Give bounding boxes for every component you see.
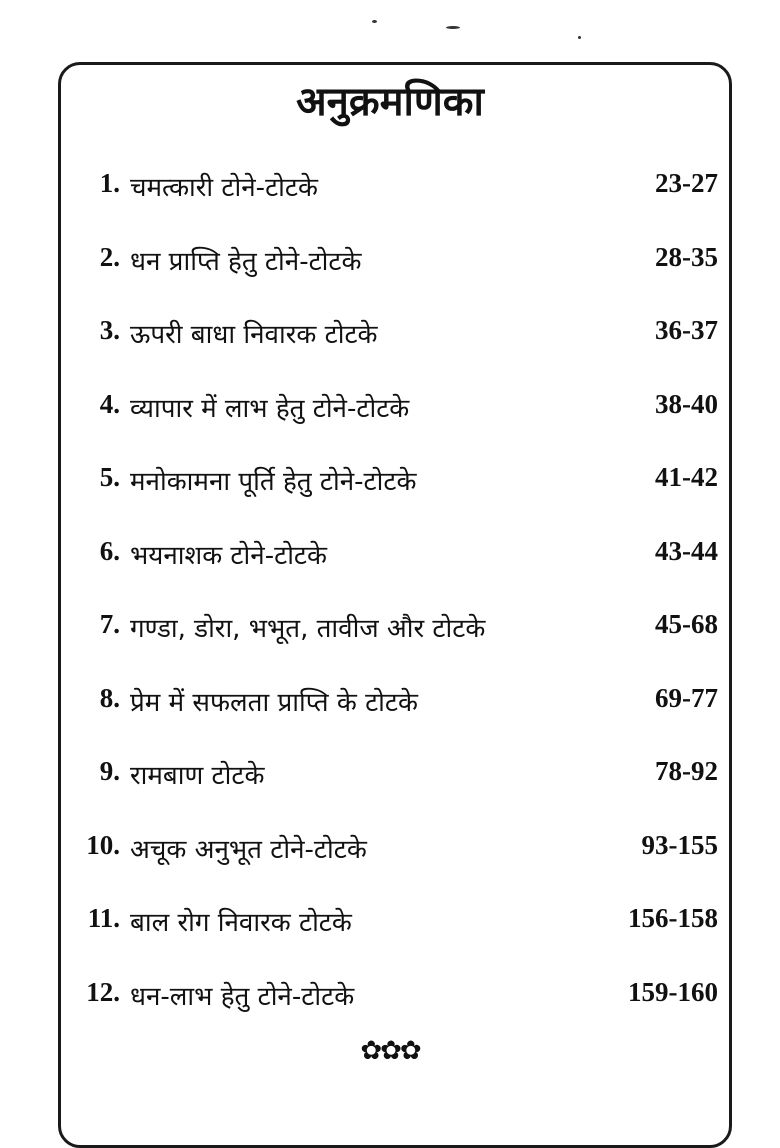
toc-entry-pages: 41-42: [655, 462, 718, 492]
toc-entry-pages: 159-160: [628, 976, 718, 1007]
toc-entry: [0, 756, 780, 796]
toc-entry-pages: 28-35: [655, 241, 718, 272]
flower-ornament-icon: ✿✿✿: [360, 1036, 420, 1065]
toc-entry-title: प्रेम में सफलता प्राप्ति के टोटके: [130, 687, 418, 718]
toc-entry-title: अचूक अनुभूत टोने-टोटके: [130, 834, 367, 865]
page-title: अनुक्रमणिका: [296, 79, 484, 125]
toc-entry-number: 5.: [99, 462, 120, 492]
toc-entry-number: 1.: [99, 168, 120, 198]
toc-entry-title: गण्डा, डोरा, भभूत, तावीज और टोटके: [130, 614, 486, 644]
toc-entry-number: 7.: [99, 609, 120, 639]
toc-entry-title: मनोकामना पूर्ति हेतु टोने-टोटके: [130, 467, 417, 497]
toc-entry-number: 11.: [87, 903, 120, 933]
toc-entry-title: धन प्राप्ति हेतु टोने-टोटके: [130, 246, 362, 277]
toc-entry: [0, 609, 780, 649]
toc-entry: [0, 462, 780, 502]
toc-entry: [0, 830, 780, 870]
toc-entry-pages: 78-92: [655, 756, 718, 786]
toc-entry-pages: 36-37: [655, 315, 718, 345]
scan-specks: [0, 14, 780, 34]
toc-entry: [0, 903, 780, 943]
toc-entry-pages: 23-27: [655, 168, 718, 198]
toc-entry-title: बाल रोग निवारक टोटके: [130, 908, 352, 938]
toc-entry-title: ऊपरी बाधा निवारक टोटके: [130, 320, 378, 350]
toc-entry: [0, 683, 780, 723]
toc-entry-pages: 43-44: [655, 535, 718, 566]
toc-entry-pages: 93-155: [641, 829, 718, 860]
toc-entry-title: धन-लाभ हेतु टोने-टोटके: [130, 981, 355, 1012]
toc-entry-pages: 45-68: [655, 609, 718, 639]
toc-entry-title: भयनाशक टोने-टोटके: [130, 540, 327, 571]
toc-entry-number: 8.: [99, 682, 120, 713]
toc-entry-number: 9.: [99, 756, 120, 786]
toc-entry-pages: 69-77: [655, 682, 718, 713]
toc-entry: [0, 536, 780, 576]
toc-entry-number: 12.: [86, 976, 120, 1007]
toc-entry-number: 3.: [99, 315, 120, 345]
toc-entry-title: व्यापार में लाभ हेतु टोने-टोटके: [130, 393, 410, 424]
toc-entry: [0, 389, 780, 429]
toc-entry-title: रामबाण टोटके: [130, 761, 265, 791]
toc-entry-number: 4.: [99, 388, 120, 419]
toc-entry-number: 6.: [99, 535, 120, 566]
toc-entry-title: चमत्कारी टोने-टोटके: [130, 173, 318, 203]
toc-entry: [0, 977, 780, 1017]
toc-entry: [0, 242, 780, 282]
toc-entry: [0, 315, 780, 355]
toc-entry-pages: 156-158: [628, 903, 718, 933]
toc-entry-number: 10.: [86, 829, 120, 860]
toc-entry: [0, 168, 780, 208]
toc-entry-pages: 38-40: [655, 388, 718, 419]
toc-entry-number: 2.: [99, 241, 120, 272]
